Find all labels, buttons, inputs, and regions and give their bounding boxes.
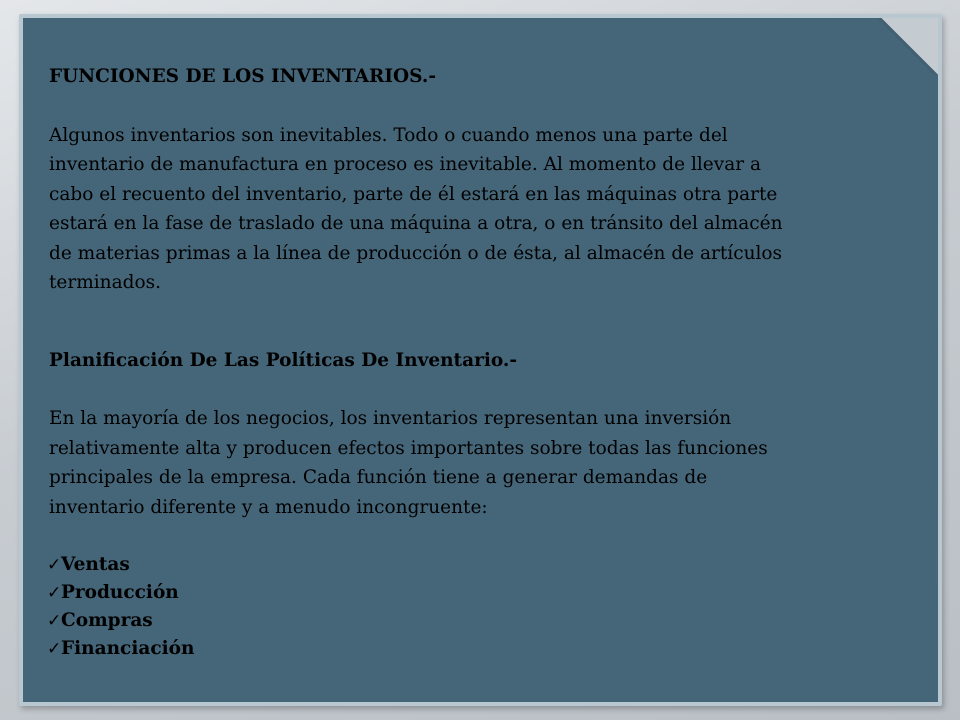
paragraph-line: principales de la empresa. Cada función tiene a generar demandas de [49,467,708,488]
checklist-item-compras [49,607,919,635]
section-heading-planificacion: Planificación De Las Políticas De Inventario.- [49,349,517,371]
paragraph-line: inventario diferente y a menudo incongruente: [49,496,488,518]
paragraph-line: cabo el recuento del inventario, parte de él estará en las máquinas otra parte [49,183,778,205]
paragraph-line: estará en la fase de traslado de una máquina a otra, o en tránsito del almacén [49,213,783,234]
checklist-item-label: Ventas [61,554,130,575]
paragraph-line: relativamente alta y producen efectos importantes sobre todas las funciones [49,437,768,459]
paragraph-planificacion [49,404,919,522]
checklist-item-produccion [49,579,919,607]
slide-content [49,62,919,663]
check-icon: ✓ [47,639,62,659]
checklist-item-label: Producción [61,582,179,603]
checklist [49,551,919,663]
paragraph-line: En la mayoría de los negocios, los inventarios representan una inversión [49,408,732,429]
checklist-item-financiacion [49,635,919,663]
check-icon: ✓ [47,583,62,603]
paragraph-line: terminados. [49,272,161,293]
checklist-item-ventas [49,551,919,579]
slide-panel [19,14,942,706]
checklist-item-label: Financiación [61,638,195,659]
section-heading-funciones: FUNCIONES DE LOS INVENTARIOS.- [49,66,436,87]
paragraph-funciones [49,121,919,298]
paragraph-line: de materias primas a la línea de producción o de ésta, al almacén de artículos [49,242,783,264]
check-icon: ✓ [47,555,62,575]
checklist-item-label: Compras [61,610,153,631]
check-icon: ✓ [47,611,62,631]
paragraph-line: Algunos inventarios son inevitables. Todo o cuando menos una parte del [49,124,728,146]
paragraph-line: inventario de manufactura en proceso es inevitable. Al momento de llevar a [49,154,761,175]
